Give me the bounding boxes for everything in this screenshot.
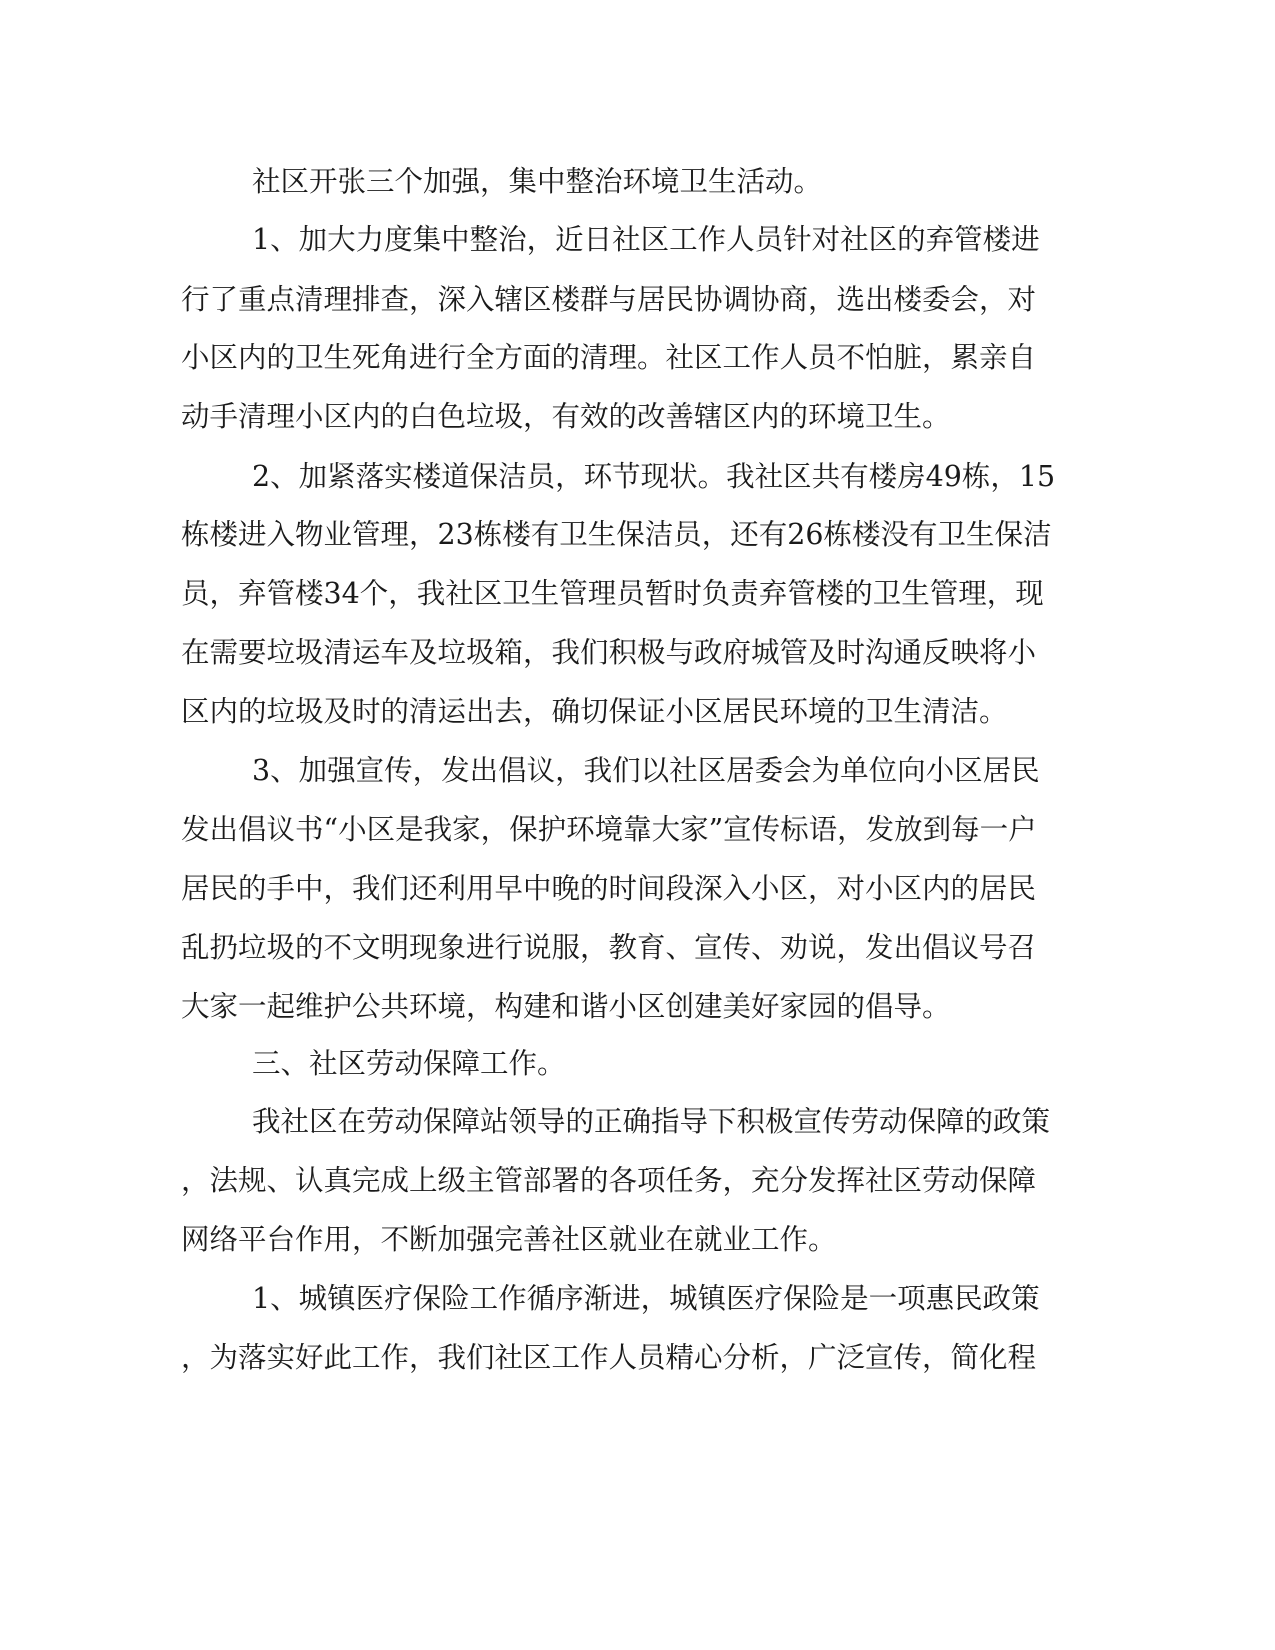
text-line: 栋楼进入物业管理，23栋楼有卫生保洁员，还有26栋楼没有卫生保洁 bbox=[181, 518, 1052, 551]
section-heading: 三、社区劳动保障工作。 bbox=[252, 1047, 566, 1080]
text-line: 网络平台作用，不断加强完善社区就业在就业工作。 bbox=[181, 1223, 837, 1256]
text-line: 乱扔垃圾的不文明现象进行说服，教育、宣传、劝说，发出倡议号召 bbox=[181, 931, 1037, 964]
text-line: 小区内的卫生死角进行全方面的清理。社区工作人员不怕脏，累亲自 bbox=[181, 341, 1037, 374]
text-line: 居民的手中，我们还利用早中晚的时间段深入小区，对小区内的居民 bbox=[181, 872, 1037, 905]
text-line: 3、加强宣传，发出倡议，我们以社区居委会为单位向小区居民 bbox=[252, 754, 1040, 787]
text-line: 2、加紧落实楼道保洁员，环节现状。我社区共有楼房49栋，15 bbox=[252, 460, 1056, 493]
text-line: 我社区在劳动保障站领导的正确指导下积极宣传劳动保障的政策 bbox=[252, 1105, 1051, 1138]
text-line: 大家一起维护公共环境，构建和谐小区创建美好家园的倡导。 bbox=[181, 990, 951, 1023]
text-line: 区内的垃圾及时的清运出去，确切保证小区居民环境的卫生清洁。 bbox=[181, 695, 1008, 728]
text-line: 1、加大力度集中整治，近日社区工作人员针对社区的弃管楼进 bbox=[252, 223, 1040, 256]
text-line: ，为落实好此工作，我们社区工作人员精心分析，广泛宣传，简化程 bbox=[181, 1341, 1037, 1374]
text-line: 动手清理小区内的白色垃圾，有效的改善辖区内的环境卫生。 bbox=[181, 400, 951, 433]
text-line: 发出倡议书“小区是我家，保护环境靠大家”宣传标语，发放到每一户 bbox=[181, 813, 1037, 846]
text-line: 社区开张三个加强，集中整治环境卫生活动。 bbox=[252, 165, 823, 198]
text-line: 1、城镇医疗保险工作循序渐进，城镇医疗保险是一项惠民政策 bbox=[252, 1282, 1040, 1315]
text-line: 员，弃管楼34个，我社区卫生管理员暂时负责弃管楼的卫生管理，现 bbox=[181, 577, 1044, 610]
text-line: ，法规、认真完成上级主管部署的各项任务，充分发挥社区劳动保障 bbox=[181, 1164, 1037, 1197]
text-line: 行了重点清理排查，深入辖区楼群与居民协调协商，选出楼委会，对 bbox=[181, 283, 1037, 316]
text-line: 在需要垃圾清运车及垃圾箱，我们积极与政府城管及时沟通反映将小 bbox=[181, 636, 1037, 669]
